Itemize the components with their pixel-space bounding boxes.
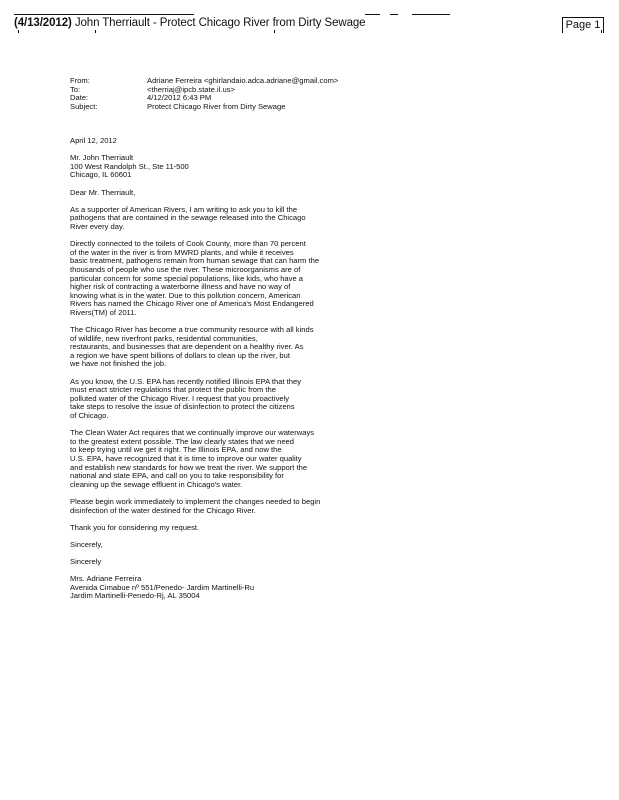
address-line: Mr. John Therriault	[70, 153, 134, 163]
letter-paragraph	[70, 498, 350, 515]
header-rule-right	[412, 14, 450, 15]
paragraph-line: of wildlife, new riverfront parks, residential communities,	[70, 333, 258, 343]
letter-salutation: Dear Mr. Therriault,	[70, 187, 136, 197]
address-line: 100 West Randolph St., Ste 11-500	[70, 161, 189, 171]
paragraph-line: As you know, the U.S. EPA has recently notified Illinois EPA that they	[70, 376, 302, 386]
paragraph-line: Please begin work immediately to implement the changes needed to begin	[70, 496, 321, 506]
letter-paragraph	[70, 326, 350, 369]
paragraph-line: Sincerely,	[70, 539, 103, 549]
letter-paragraph	[70, 429, 350, 489]
paragraph-line: Sincerely	[70, 557, 102, 567]
letter-paragraph	[70, 206, 350, 232]
paragraph-line: U.S. EPA, have recognized that it is time to improve our water quality	[70, 453, 302, 463]
header-rule-mid2	[390, 14, 398, 15]
paragraph-line: take steps to resolve the issue of disinfection to protect the citizens	[70, 402, 295, 412]
paragraph-line: knowing what is in the water. Due to this pollution concern, American	[70, 290, 301, 300]
header-title-text: John Therriault - Protect Chicago River from Dirty Sewage	[71, 17, 366, 29]
paragraph-line: thousands of people who use the river. These microorganisms are of	[70, 264, 301, 274]
paragraph-line: cleaning up the sewage effluent in Chicago's water.	[70, 479, 243, 489]
paragraph-line: The Chicago River has become a true community resource with all kinds	[70, 325, 314, 335]
paragraph-line: Thank you for considering my request.	[70, 522, 200, 532]
header-tick	[95, 30, 96, 33]
paragraph-line: Rivers has named the Chicago River one of America's Most Endangered	[70, 299, 314, 309]
paragraph-line: higher risk of contracting a waterborne illness and have no way of	[70, 282, 291, 292]
paragraph-line: River every day.	[70, 221, 125, 231]
paragraph-line: The Clean Water Act requires that we continually improve our waterways	[70, 428, 315, 438]
letter-address	[70, 154, 350, 180]
letter-paragraph	[70, 558, 350, 567]
paragraph-line: to the greatest extent possible. The law clearly states that we need	[70, 436, 295, 446]
page-number-box: Page 1	[562, 17, 604, 33]
letter-signature	[70, 575, 350, 601]
meta-label: To:	[70, 84, 81, 94]
paragraph-line: Rivers(TM) of 2011.	[70, 307, 137, 317]
header-rule-left	[14, 14, 194, 15]
paragraph-line: particular concern for some special populations, like kids, who have a	[70, 273, 303, 283]
header-tick	[274, 30, 275, 33]
signature-line: Jardim Martinelli-Penedo-Rj, AL 35004	[70, 591, 200, 601]
paragraph-line: polluted water of the Chicago River. I request that you proactively	[70, 393, 290, 403]
paragraph-line: Directly connected to the toilets of Cook County, more than 70 percent	[70, 239, 306, 249]
paragraph-line: pathogens that are contained in the sewage released into the Chicago	[70, 213, 306, 223]
header-tick	[601, 30, 602, 33]
letter-body	[70, 137, 350, 601]
meta-value: <therriaj@ipcb.state.il.us>	[147, 84, 235, 94]
letter-date: April 12, 2012	[70, 136, 117, 145]
paragraph-line: disinfection of the water destined for the Chicago River.	[70, 505, 256, 515]
meta-label: From:	[70, 76, 90, 85]
letter-paragraph	[70, 524, 350, 533]
email-meta	[70, 77, 338, 111]
paragraph-line: a region we have spent billions of dollars to clean up the river, but	[70, 350, 290, 360]
paragraph-line: we have not finished the job.	[70, 359, 167, 369]
paragraph-line: As a supporter of American Rivers, I am writing to ask you to kill the	[70, 204, 298, 214]
signature-line: Mrs. Adriane Ferreira	[70, 574, 142, 584]
meta-label: Subject:	[70, 101, 98, 111]
print-header-title	[14, 17, 365, 29]
paragraph-line: national and state EPA, and call on you to take responsibility for	[70, 471, 284, 481]
paragraph-line: restaurants, and businesses that are dependent on a healthy river. As	[70, 342, 304, 352]
letter-paragraph	[70, 240, 350, 317]
letter-paragraph	[70, 541, 350, 550]
paragraph-line: must enact stricter regulations that protect the public from the	[70, 385, 276, 395]
letter-paragraph	[70, 378, 350, 421]
signature-line: Avenida Cimabue nº 551/Penedo- Jardim Martinelli-Ru	[70, 582, 255, 592]
paragraph-line: and establish new standards for how we treat the river. We support the	[70, 462, 308, 472]
meta-row	[70, 103, 338, 112]
meta-value: Protect Chicago River from Dirty Sewage	[147, 101, 286, 111]
header-rule-mid	[365, 14, 380, 15]
paragraph-line: basic treatment, pathogens remain from human sewage that can harm the	[70, 256, 320, 266]
address-line: Chicago, IL 60601	[70, 170, 132, 180]
header-title-date: (4/13/2012)	[14, 17, 72, 29]
paragraph-line: of the water in the river is from MWRD plants, and while it receives	[70, 247, 294, 257]
meta-value: 4/12/2012 6:43 PM	[147, 93, 212, 103]
meta-value: Adriane Ferreira <ghirlandaio.adca.adriane@gmail.com>	[147, 76, 339, 85]
header-tick	[18, 30, 19, 33]
meta-label: Date:	[70, 93, 89, 103]
letter-paragraphs	[70, 206, 350, 567]
paragraph-line: to keep trying until we get it right. The Illinois EPA, and now the	[70, 445, 282, 455]
paragraph-line: of Chicago.	[70, 411, 109, 420]
